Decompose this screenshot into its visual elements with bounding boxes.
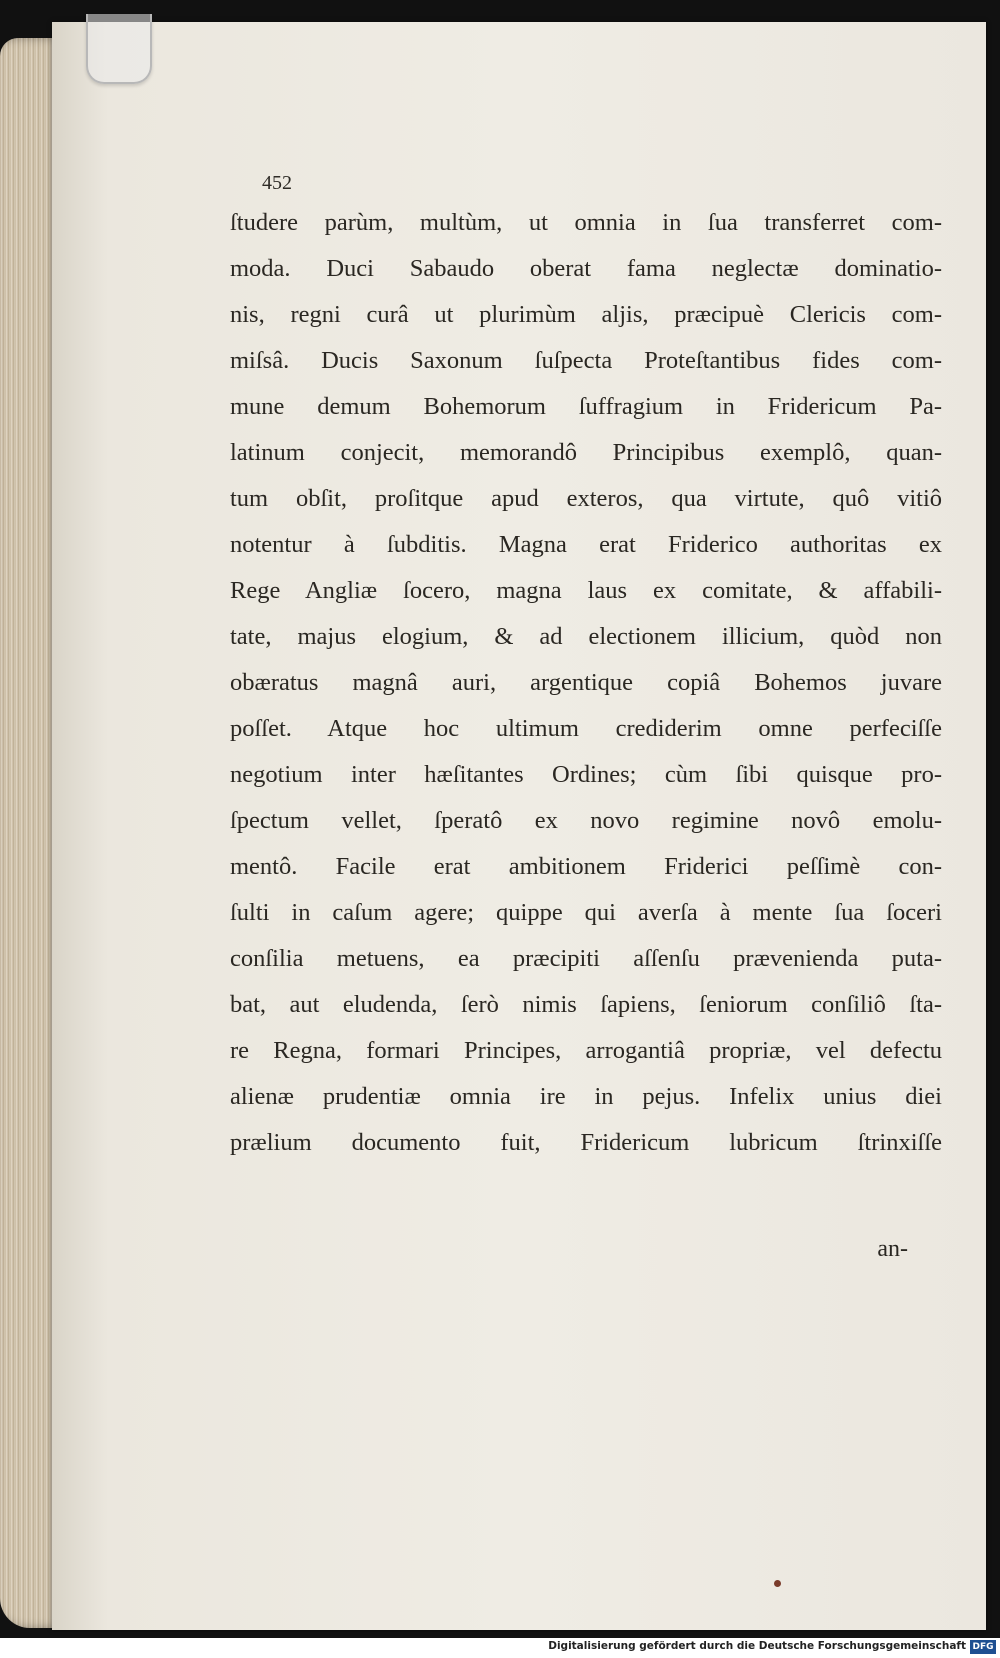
footer-bar bbox=[0, 1638, 1000, 1658]
text-line: ſulti in caſum agere; quippe qui averſa à mente ſua ſoceri bbox=[230, 899, 942, 926]
text-line: prælium documento fuit, Fridericum lubricum ſtrinxiſſe bbox=[230, 1129, 942, 1156]
text-line: notentur à ſubditis. Magna erat Friderico authoritas ex bbox=[230, 531, 942, 558]
text-line: bat, aut eludenda, ſerò nimis ſapiens, ſeniorum conſiliô ſta- bbox=[230, 991, 942, 1018]
page-clip bbox=[86, 14, 152, 84]
text-line: latinum conjecit, memorandô Principibus exemplô, quan- bbox=[230, 439, 942, 466]
page-number: 452 bbox=[262, 172, 292, 194]
text-line: alienæ prudentiæ omnia ire in pejus. Infelix unius diei bbox=[230, 1083, 942, 1110]
dfg-logo-icon: DFG bbox=[970, 1640, 996, 1654]
text-line: Rege Angliæ ſocero, magna laus ex comitate, & affabili- bbox=[230, 577, 942, 604]
text-line: conſilia metuens, ea præcipiti aſſenſu prævenienda puta- bbox=[230, 945, 942, 972]
text-line: obæratus magnâ auri, argentique copiâ Bohemos juvare bbox=[230, 669, 942, 696]
footer-credit: Digitalisierung gefördert durch die Deutsche Forschungsgemeinschaft bbox=[548, 1640, 966, 1652]
text-line: ſpectum vellet, ſperatô ex novo regimine novô emolu- bbox=[230, 807, 942, 834]
text-line: nis, regni curâ ut plurimùm aljis, præcipuè Clericis com- bbox=[230, 301, 942, 328]
text-line: ſtudere parùm, multùm, ut omnia in ſua transferret com- bbox=[230, 209, 942, 236]
text-line: negotium inter hæſitantes Ordines; cùm ſibi quisque pro- bbox=[230, 761, 942, 788]
text-line: re Regna, formari Principes, arrogantiâ propriæ, vel defectu bbox=[230, 1037, 942, 1064]
text-line: tate, majus elogium, & ad electionem illicium, quòd non bbox=[230, 623, 942, 650]
text-line: mune demum Bohemorum ſuffragium in Fridericum Pa- bbox=[230, 393, 942, 420]
text-line: miſsâ. Ducis Saxonum ſuſpecta Proteſtantibus fides com- bbox=[230, 347, 942, 374]
text-line: mentô. Facile erat ambitionem Friderici peſſimè con- bbox=[230, 853, 942, 880]
text-line: moda. Duci Sabaudo oberat fama neglectæ dominatio- bbox=[230, 255, 942, 282]
ink-spot bbox=[774, 1580, 781, 1587]
text-line: tum obſit, proſitque apud exteros, qua virtute, quô vitiô bbox=[230, 485, 942, 512]
catchword-line bbox=[230, 1236, 942, 1276]
body-text bbox=[230, 200, 942, 1166]
catchword: an- bbox=[877, 1236, 908, 1262]
text-line: poſſet. Atque hoc ultimum crediderim omne perfeciſſe bbox=[230, 715, 942, 742]
